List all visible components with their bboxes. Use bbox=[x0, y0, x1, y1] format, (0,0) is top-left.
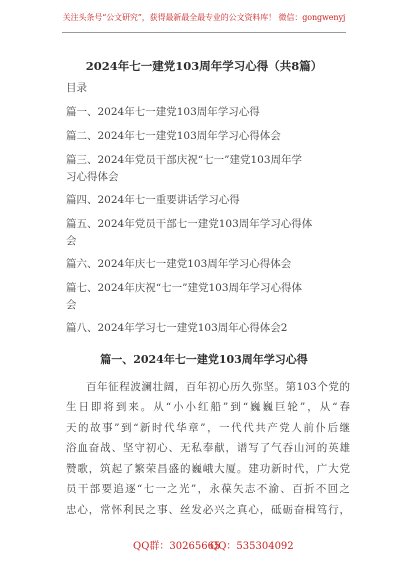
toc-item: 篇一、2024年七一建党103周年学习心得 bbox=[66, 106, 260, 118]
body-line: 员干部要追逐“七一之光”，永葆矢志不渝、百折不回之 bbox=[66, 483, 350, 495]
header-divider bbox=[62, 32, 346, 33]
body-line: 天的故事”到“新时代华章”，一代代共产党人前仆后继 bbox=[66, 422, 350, 434]
header-banner: 关注头条号“公文研究”，获得最新最全最专业的公文资料库！ 微信：gongwenyj bbox=[62, 13, 346, 22]
toc-heading: 目录 bbox=[66, 82, 87, 94]
toc-item: 篇六、2024年庆七一建党103周年学习心得体会 bbox=[66, 258, 292, 270]
toc-item: 篇三、2024年党员干部庆祝“七一”建党103周年学 bbox=[66, 154, 302, 166]
body-line: 生日即将到来。从“小小红船”到“巍巍巨轮”，从“春 bbox=[66, 401, 350, 413]
toc-item-continued: 会 bbox=[66, 235, 77, 247]
toc-item: 篇四、2024年七一重要讲话学习心得 bbox=[66, 194, 240, 206]
body-line: 赞歌，筑起了繁荣昌盛的巍峨大厦。建功新时代，广大党 bbox=[66, 463, 350, 475]
toc-item: 篇二、2024年七一建党103周年学习心得体会 bbox=[66, 130, 281, 142]
document-title: 2024年七一建党103周年学习心得（共8篇） bbox=[85, 59, 323, 73]
body-line: 忠心，常怀利民之事、丝发必兴之真心，砥砺奋楫笃行， bbox=[66, 504, 350, 516]
toc-item-continued: 习心得体会 bbox=[66, 171, 119, 183]
body-line: 百年征程波澜壮阔，百年初心历久弥坚。第103个党的 bbox=[86, 381, 350, 393]
toc-item-continued: 会 bbox=[66, 299, 77, 311]
toc-item: 篇八、2024年学习七一建党103周年心得体会2 bbox=[66, 322, 288, 334]
section-title: 篇一、2024年七一建党103周年学习心得 bbox=[100, 353, 308, 366]
footer-qq: QQ：535304092 bbox=[210, 541, 294, 552]
body-line: 浴血奋战、坚守初心、无私奉献，谱写了气吞山河的英雄 bbox=[66, 442, 350, 454]
toc-item: 篇五、2024年党员干部七一建党103周年学习心得体 bbox=[66, 218, 313, 230]
toc-item: 篇七、2024年庆祝“七一”建党103周年学习心得体 bbox=[66, 282, 302, 294]
footer-qq-group: QQ群：30265665 bbox=[133, 541, 221, 552]
